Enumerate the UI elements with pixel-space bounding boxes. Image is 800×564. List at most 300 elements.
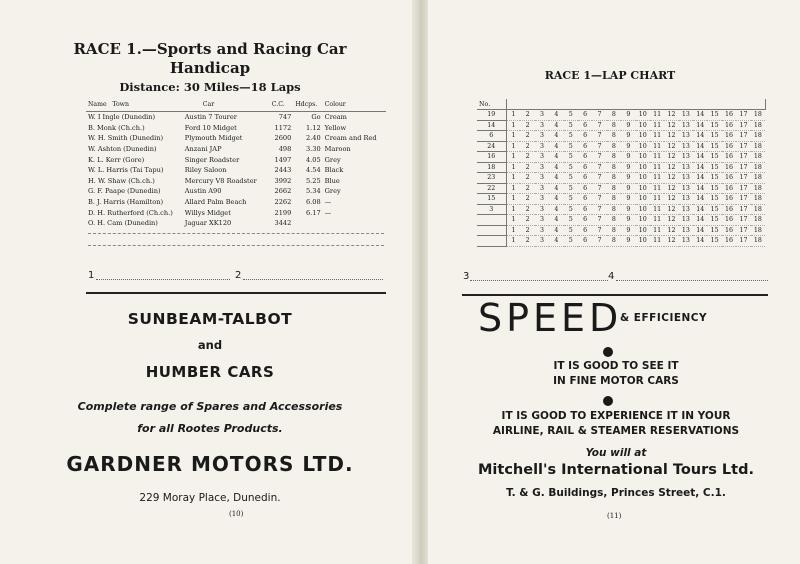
lap-cell: 12	[664, 194, 678, 205]
lap-row	[477, 162, 765, 173]
lap-cell: 6	[578, 162, 592, 173]
entry-name: B. Monk (Ch.ch.)	[88, 123, 145, 132]
lap-cell: 16	[722, 162, 736, 173]
lap-cell: 4	[549, 194, 563, 205]
lap-cell: 1	[506, 183, 520, 194]
lap-cell: 15	[707, 215, 721, 226]
lap-cell: 11	[650, 162, 664, 173]
lap-cell: 8	[607, 236, 621, 247]
entry-name: W. H. Smith (Dunedin)	[88, 134, 164, 143]
entry-car: Austin A90	[184, 187, 222, 196]
lap-cell: 14	[693, 152, 707, 163]
lap-cell: 5	[564, 173, 578, 184]
lap-cell: 16	[722, 120, 736, 131]
lap-cell: 5	[564, 141, 578, 152]
lap-cell: 4	[549, 173, 563, 184]
lap-cell: 1	[506, 225, 520, 236]
lap-cell: 11	[650, 110, 664, 121]
lap-cell: 10	[636, 162, 650, 173]
lap-cell: 13	[679, 131, 693, 142]
entry-row	[86, 218, 386, 229]
lap-cell: 16	[722, 225, 736, 236]
lap-cell: 14	[693, 236, 707, 247]
lap-cell: 6	[578, 225, 592, 236]
col-colour: Colour	[324, 101, 346, 108]
lap-cell: 7	[592, 120, 606, 131]
entry-car: Singer Roadster	[184, 155, 240, 164]
lap-cell: 13	[679, 120, 693, 131]
place-2-label: 2	[235, 270, 242, 281]
entry-cc: 2262	[274, 198, 292, 207]
lap-cell: 4	[549, 225, 563, 236]
no-label: No.	[477, 99, 506, 110]
lap-cell: 14	[693, 225, 707, 236]
lap-cell: 6	[578, 204, 592, 215]
ad-gardner-address: 229 Moray Place, Dunedin.	[139, 492, 281, 504]
lap-cell: 17	[736, 194, 750, 205]
entry-cc: 2199	[274, 208, 292, 217]
lap-cell: 6	[578, 173, 592, 184]
lap-cell: 14	[693, 110, 707, 121]
lap-cell: 15	[707, 141, 721, 152]
lap-cell: 13	[679, 162, 693, 173]
entry-row	[86, 154, 386, 165]
ad-good-to-see-line2: IN FINE MOTOR CARS	[553, 375, 679, 387]
lap-cell: 17	[736, 236, 750, 247]
lap-cell: 10	[636, 131, 650, 142]
lap-cell: 10	[636, 194, 650, 205]
lap-cell: 8	[607, 131, 621, 142]
lap-cell: 12	[664, 225, 678, 236]
lap-cell: 7	[592, 110, 606, 121]
lap-cell: 4	[549, 236, 563, 247]
lap-row	[477, 173, 765, 184]
lap-cell: 7	[592, 162, 606, 173]
lap-cell: 7	[592, 215, 606, 226]
lap-cell: 12	[664, 162, 678, 173]
car-number	[477, 236, 506, 247]
lap-cell: 8	[607, 110, 621, 121]
entry-colour	[323, 218, 386, 229]
lap-cell: 17	[736, 110, 750, 121]
lap-cell: 15	[707, 173, 721, 184]
entry-car: Ford 10 Midget	[184, 123, 237, 132]
lap-cell: 9	[621, 120, 635, 131]
lap-cell: 14	[693, 173, 707, 184]
entry-name: D. H. Rutherford (Ch.ch.)	[88, 208, 173, 217]
lap-cell: 3	[535, 204, 549, 215]
ad-you-will: You will at	[585, 447, 647, 459]
lap-cell: 8	[607, 152, 621, 163]
entry-row	[86, 165, 386, 176]
lap-cell: 5	[564, 204, 578, 215]
entry-cc: 2600	[274, 134, 292, 143]
entry-colour: —	[324, 208, 332, 217]
page-gutter	[412, 0, 428, 564]
car-number: 15	[477, 194, 506, 205]
entry-colour: Grey	[324, 187, 341, 196]
ad-efficiency: & EFFICIENCY	[620, 312, 708, 324]
lap-cell: 7	[592, 225, 606, 236]
lap-row	[477, 152, 765, 163]
car-number: 23	[477, 173, 506, 184]
lap-cell: 7	[592, 131, 606, 142]
col-name: Name	[88, 101, 107, 108]
lap-cell: 2	[520, 204, 534, 215]
lap-cell: 4	[549, 120, 563, 131]
bullet-dot	[603, 347, 613, 357]
place-2-line	[243, 279, 383, 280]
lap-row	[477, 131, 765, 142]
lap-cell: 17	[736, 162, 750, 173]
lap-cell: 8	[607, 215, 621, 226]
lap-chart-header	[477, 99, 765, 110]
entry-hdcp: 6.08	[305, 198, 321, 207]
lap-chart-title: RACE 1—LAP CHART	[544, 69, 676, 82]
lap-cell: 6	[578, 141, 592, 152]
lap-cell: 10	[636, 120, 650, 131]
lap-row	[477, 225, 765, 236]
lap-cell: 9	[621, 131, 635, 142]
lap-cell: 11	[650, 141, 664, 152]
lap-cell: 9	[621, 141, 635, 152]
lap-cell: 15	[707, 204, 721, 215]
lap-cell: 2	[520, 110, 534, 121]
place-4-line	[616, 280, 768, 281]
lap-cell: 17	[736, 183, 750, 194]
lap-cell: 15	[707, 236, 721, 247]
lap-cell: 1	[506, 236, 520, 247]
entry-row	[86, 186, 386, 197]
entry-cc: 1172	[274, 123, 292, 132]
lap-cell: 12	[664, 173, 678, 184]
lap-cell: 5	[564, 236, 578, 247]
entry-car: Anzani JAP	[184, 145, 222, 154]
lap-cell: 18	[751, 120, 765, 131]
lap-cell: 9	[621, 215, 635, 226]
lap-row	[477, 120, 765, 131]
entry-hdcp: 1.12	[305, 123, 321, 132]
lap-cell: 10	[636, 225, 650, 236]
lap-cell: 2	[520, 173, 534, 184]
lap-cell: 1	[506, 162, 520, 173]
lap-cell: 11	[650, 215, 664, 226]
entry-hdcp: 5.25	[305, 176, 321, 185]
lap-cell: 2	[520, 120, 534, 131]
lap-cell: 6	[578, 215, 592, 226]
section-divider	[86, 292, 386, 294]
ad-humber-cars: HUMBER CARS	[145, 363, 275, 381]
entry-car: Plymouth Midget	[184, 134, 243, 143]
lap-cell: 5	[564, 162, 578, 173]
lap-cell: 3	[535, 173, 549, 184]
lap-row	[477, 194, 765, 205]
lap-cell: 3	[535, 152, 549, 163]
lap-cell: 6	[578, 131, 592, 142]
ad-gardner-motors: GARDNER MOTORS LTD.	[66, 452, 354, 476]
entry-car: Allard Palm Beach	[184, 198, 247, 207]
lap-cell: 18	[751, 225, 765, 236]
lap-cell: 12	[664, 131, 678, 142]
entry-name: W. Ashton (Dunedin)	[88, 145, 157, 154]
place-4-label: 4	[608, 271, 615, 282]
lap-cell: 11	[650, 131, 664, 142]
entry-name: H. W. Shaw (Ch.ch.)	[88, 176, 155, 185]
lap-cell: 10	[636, 152, 650, 163]
lap-cell: 16	[722, 141, 736, 152]
entry-colour: Yellow	[324, 123, 347, 132]
lap-cell: 8	[607, 173, 621, 184]
ad-spares-line2: for all Rootes Products.	[137, 422, 283, 435]
lap-row	[477, 236, 765, 247]
lap-cell: 11	[650, 225, 664, 236]
lap-cell: 18	[751, 215, 765, 226]
lap-cell: 15	[707, 110, 721, 121]
entry-hdcp: 4.05	[305, 155, 321, 164]
ad-good-to-see-line1: IT IS GOOD TO SEE IT	[553, 360, 679, 372]
lap-cell: 11	[650, 183, 664, 194]
ad-and: and	[197, 338, 223, 352]
lap-cell: 13	[679, 236, 693, 247]
lap-cell: 5	[564, 120, 578, 131]
lap-cell: 12	[664, 215, 678, 226]
lap-cell: 2	[520, 131, 534, 142]
lap-cell: 2	[520, 162, 534, 173]
entry-row	[86, 123, 386, 134]
entry-colour: Cream	[324, 113, 347, 122]
entry-hdcp: Go	[311, 113, 321, 122]
entry-name: G. F. Paape (Dunedin)	[88, 187, 161, 196]
entry-name: W. L. Harris (Tai Tapu)	[88, 166, 164, 175]
lap-cell: 12	[664, 120, 678, 131]
entry-hdcp: 3.30	[305, 145, 321, 154]
ad-good-to-experience-line1: IT IS GOOD TO EXPERIENCE IT IN YOUR	[501, 410, 731, 422]
lap-cell: 1	[506, 141, 520, 152]
lap-cell: 16	[722, 152, 736, 163]
lap-cell: 9	[621, 236, 635, 247]
lap-cell: 14	[693, 204, 707, 215]
lap-cell: 18	[751, 162, 765, 173]
lap-cell: 2	[520, 225, 534, 236]
entry-row	[86, 112, 386, 123]
entry-cc: 2443	[274, 166, 292, 175]
place-3-line	[470, 280, 608, 281]
entry-row	[86, 197, 386, 208]
page-number-left: (10)	[229, 510, 244, 518]
lap-cell: 16	[722, 194, 736, 205]
lap-cell: 18	[751, 173, 765, 184]
right-page	[422, 0, 800, 564]
lap-cell: 18	[751, 152, 765, 163]
lap-header-blank	[506, 99, 765, 110]
lap-cell: 17	[736, 141, 750, 152]
lap-cell: 16	[722, 236, 736, 247]
place-1-label: 1	[88, 270, 95, 281]
lap-cell: 6	[578, 236, 592, 247]
lap-cell: 17	[736, 152, 750, 163]
lap-cell: 10	[636, 204, 650, 215]
lap-cell: 16	[722, 215, 736, 226]
entry-colour: Maroon	[324, 145, 351, 154]
ad-mitchells: Mitchell's International Tours Ltd.	[477, 462, 754, 478]
entry-cc: 1497	[274, 155, 292, 164]
entry-table-header	[86, 101, 386, 112]
lap-cell: 15	[707, 131, 721, 142]
lap-cell: 11	[650, 152, 664, 163]
place-3-label: 3	[463, 271, 470, 282]
lap-cell: 5	[564, 194, 578, 205]
entry-car: Mercury V8 Roadster	[184, 176, 257, 185]
car-number: 3	[477, 204, 506, 215]
lap-cell: 12	[664, 141, 678, 152]
car-number: 24	[477, 141, 506, 152]
lap-cell: 9	[621, 162, 635, 173]
lap-cell: 4	[549, 152, 563, 163]
lap-cell: 8	[607, 225, 621, 236]
ad-sunbeam-talbot: SUNBEAM-TALBOT	[127, 310, 293, 328]
lap-cell: 8	[607, 194, 621, 205]
lap-cell: 2	[520, 194, 534, 205]
lap-cell: 3	[535, 215, 549, 226]
lap-cell: 2	[520, 141, 534, 152]
lap-cell: 18	[751, 204, 765, 215]
lap-cell: 7	[592, 152, 606, 163]
col-car: Car	[202, 101, 215, 108]
col-town: Town	[112, 101, 129, 108]
race-title-line1: RACE 1.—Sports and Racing Car	[73, 40, 347, 58]
entry-car: Riley Saloon	[184, 166, 227, 175]
entry-colour: Blue	[324, 176, 340, 185]
lap-cell: 15	[707, 120, 721, 131]
car-number: 16	[477, 152, 506, 163]
lap-cell: 16	[722, 204, 736, 215]
lap-cell: 12	[664, 152, 678, 163]
entry-car: Austin 7 Tourer	[184, 113, 237, 122]
lap-cell: 9	[621, 110, 635, 121]
lap-cell: 1	[506, 194, 520, 205]
entry-hdcp: 4.54	[305, 166, 321, 175]
lap-cell: 11	[650, 173, 664, 184]
lap-cell: 11	[650, 120, 664, 131]
lap-cell: 9	[621, 152, 635, 163]
entry-name: B. J. Harris (Hamilton)	[88, 198, 164, 207]
lap-row	[477, 215, 765, 226]
lap-cell: 9	[621, 173, 635, 184]
lap-cell: 3	[535, 131, 549, 142]
lap-cell: 5	[564, 131, 578, 142]
lap-cell: 12	[664, 236, 678, 247]
lap-cell: 8	[607, 204, 621, 215]
lap-cell: 14	[693, 120, 707, 131]
car-number: 14	[477, 120, 506, 131]
lap-cell: 15	[707, 152, 721, 163]
lap-cell: 7	[592, 183, 606, 194]
lap-cell: 3	[535, 225, 549, 236]
lap-cell: 5	[564, 152, 578, 163]
lap-cell: 14	[693, 141, 707, 152]
lap-cell: 13	[679, 225, 693, 236]
lap-row	[477, 110, 765, 121]
car-number: 22	[477, 183, 506, 194]
lap-cell: 15	[707, 162, 721, 173]
lap-cell: 12	[664, 110, 678, 121]
lap-cell: 3	[535, 162, 549, 173]
entry-cc: 747	[278, 113, 292, 122]
lap-cell: 17	[736, 120, 750, 131]
lap-cell: 15	[707, 194, 721, 205]
lap-cell: 7	[592, 204, 606, 215]
col-hdcps: Hdcps.	[295, 101, 318, 108]
car-number	[477, 215, 506, 226]
lap-cell: 4	[549, 110, 563, 121]
entry-row	[86, 144, 386, 155]
entry-row	[86, 176, 386, 187]
lap-cell: 8	[607, 183, 621, 194]
lap-cell: 6	[578, 194, 592, 205]
blank-entry-line	[88, 245, 384, 246]
lap-cell: 12	[664, 183, 678, 194]
lap-cell: 2	[520, 152, 534, 163]
lap-cell: 10	[636, 215, 650, 226]
entry-hdcp: 5.34	[305, 187, 321, 196]
lap-cell: 18	[751, 141, 765, 152]
lap-cell: 10	[636, 173, 650, 184]
race-title	[60, 40, 360, 78]
blank-entry-line	[88, 233, 384, 234]
lap-cell: 2	[520, 215, 534, 226]
lap-cell: 12	[664, 204, 678, 215]
entry-colour: Black	[324, 166, 344, 175]
lap-cell: 1	[506, 173, 520, 184]
lap-cell: 1	[506, 120, 520, 131]
lap-chart	[477, 99, 766, 247]
lap-cell: 1	[506, 204, 520, 215]
car-number: 19	[477, 110, 506, 121]
entry-cc: 2662	[274, 187, 292, 196]
place-1-line	[96, 279, 230, 280]
lap-cell: 4	[549, 204, 563, 215]
lap-cell: 1	[506, 110, 520, 121]
lap-cell: 3	[535, 141, 549, 152]
lap-cell: 3	[535, 194, 549, 205]
bullet-dot	[603, 396, 613, 406]
lap-cell: 17	[736, 204, 750, 215]
lap-cell: 6	[578, 120, 592, 131]
lap-cell: 14	[693, 131, 707, 142]
ad-spares-text	[60, 398, 360, 437]
entry-row	[86, 133, 386, 144]
lap-cell: 14	[693, 183, 707, 194]
entry-hdcp: 2.40	[305, 134, 321, 143]
car-number: 6	[477, 131, 506, 142]
car-number	[477, 225, 506, 236]
lap-cell: 18	[751, 110, 765, 121]
lap-cell: 10	[636, 236, 650, 247]
lap-cell: 4	[549, 162, 563, 173]
lap-cell: 1	[506, 152, 520, 163]
entry-table-body	[86, 112, 386, 229]
race-distance: Distance: 30 Miles—18 Laps	[119, 80, 301, 94]
lap-cell: 5	[564, 225, 578, 236]
lap-cell: 17	[736, 131, 750, 142]
lap-cell: 7	[592, 194, 606, 205]
lap-cell: 17	[736, 173, 750, 184]
entry-cc: 3442	[274, 219, 292, 228]
ad-good-to-experience	[466, 409, 766, 439]
lap-row	[477, 141, 765, 152]
ad-good-to-experience-line2: AIRLINE, RAIL & STEAMER RESERVATIONS	[492, 425, 740, 437]
lap-cell: 13	[679, 173, 693, 184]
